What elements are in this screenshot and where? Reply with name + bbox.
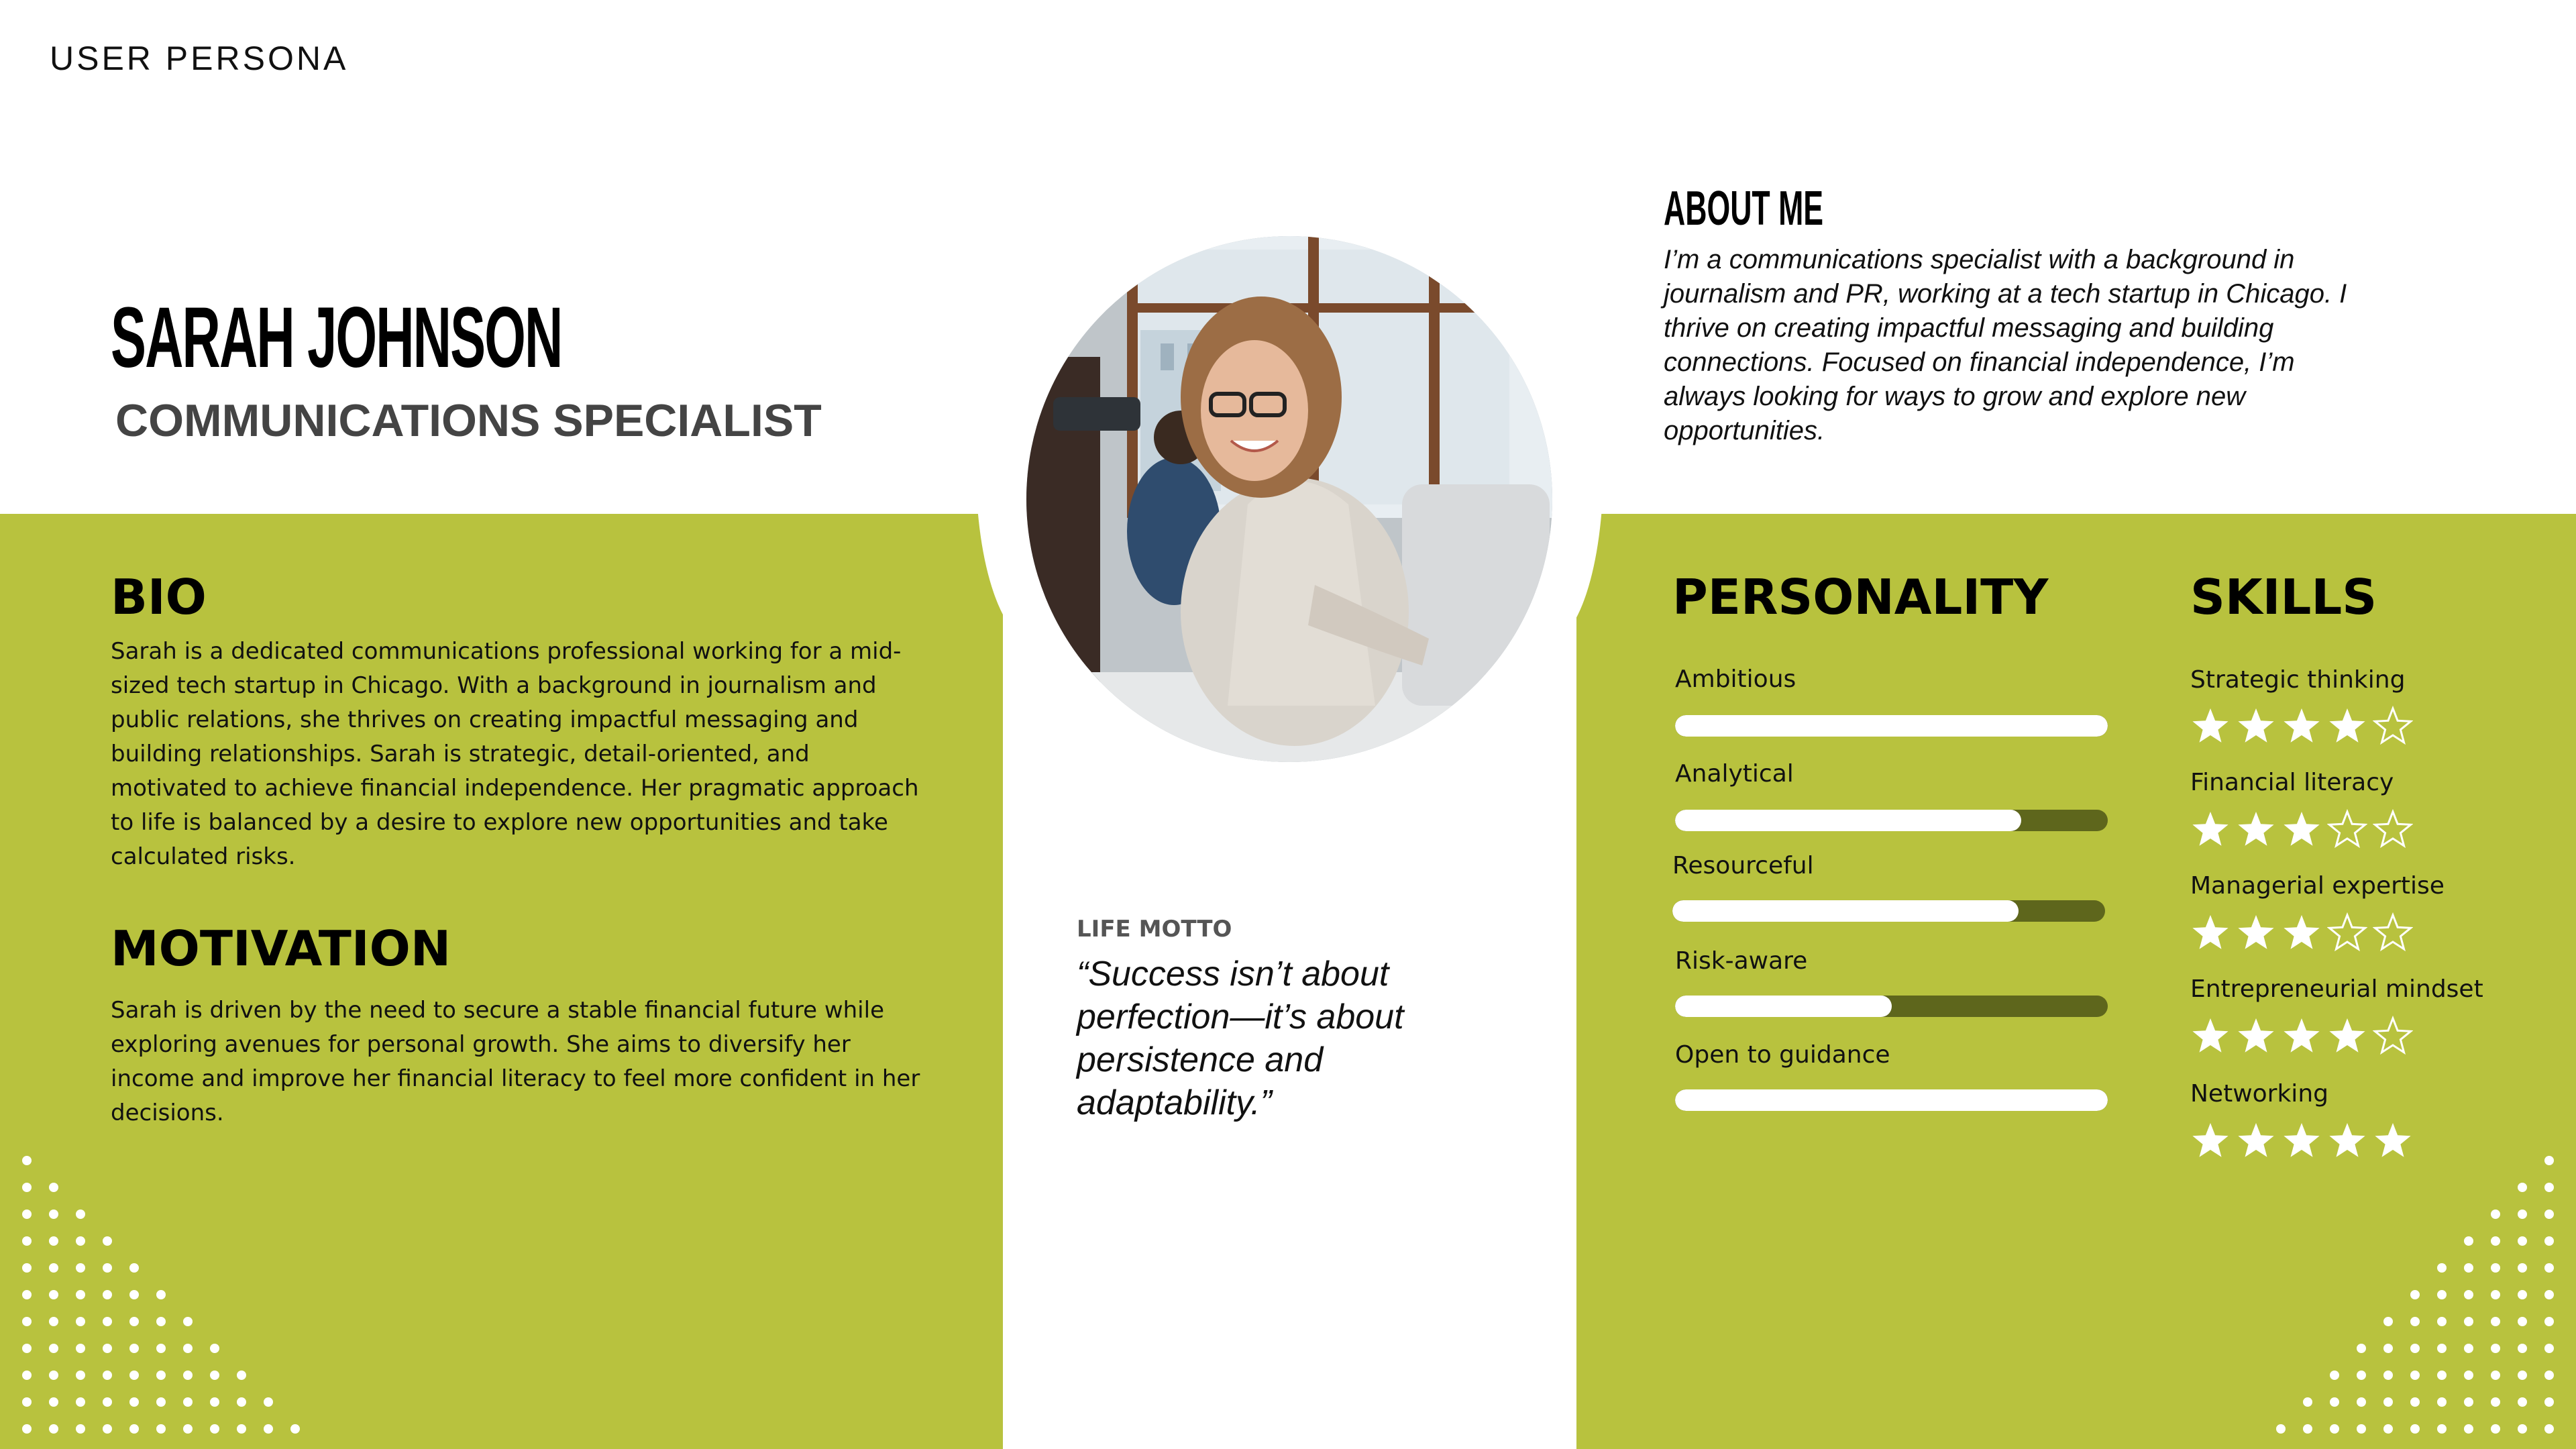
star-empty-icon bbox=[2327, 912, 2367, 953]
decorative-dot bbox=[156, 1424, 166, 1434]
decorative-dot bbox=[76, 1263, 85, 1273]
decorative-dot bbox=[2491, 1290, 2500, 1299]
decorative-dot bbox=[264, 1424, 273, 1434]
decorative-dot bbox=[22, 1344, 32, 1353]
decorative-dot bbox=[49, 1183, 58, 1192]
decorative-dot bbox=[2357, 1344, 2366, 1353]
persona-name: SARAH JOHNSON bbox=[111, 290, 562, 386]
decorative-dot bbox=[2383, 1424, 2393, 1434]
decorative-dot bbox=[2518, 1424, 2527, 1434]
decorative-dot bbox=[2464, 1290, 2473, 1299]
decorative-dot bbox=[2357, 1397, 2366, 1407]
trait-bar bbox=[1672, 900, 2105, 922]
decorative-dot bbox=[2276, 1424, 2286, 1434]
persona-role: COMMUNICATIONS SPECIALIST bbox=[115, 395, 822, 446]
decorative-dot bbox=[22, 1290, 32, 1299]
decorative-dot bbox=[129, 1397, 139, 1407]
decorative-dot bbox=[2437, 1397, 2447, 1407]
decorative-dot bbox=[2410, 1371, 2420, 1380]
trait-bar bbox=[1675, 810, 2108, 831]
decorative-dot bbox=[129, 1344, 139, 1353]
decorative-dot bbox=[49, 1236, 58, 1246]
decorative-dot bbox=[2464, 1371, 2473, 1380]
decorative-dot bbox=[2518, 1344, 2527, 1353]
trait-bar-fill bbox=[1675, 996, 1892, 1017]
decorative-dot bbox=[22, 1371, 32, 1380]
decorative-dot bbox=[237, 1371, 246, 1380]
decorative-dot bbox=[2491, 1210, 2500, 1219]
decorative-dot bbox=[290, 1424, 300, 1434]
decorative-dot bbox=[2491, 1236, 2500, 1246]
decorative-dot bbox=[210, 1397, 219, 1407]
decorative-dot bbox=[2544, 1263, 2554, 1273]
star-filled-icon bbox=[2282, 912, 2322, 953]
skill-label: Strategic thinking bbox=[2190, 666, 2406, 694]
about-text: I’m a communications specialist with a background in journalism and PR, working at a tech startup in Chicago. I thrive on creating impactful messaging and building connections. Focused on financial independence, I’m always looking for ways to grow and explore new opportunities. bbox=[1664, 245, 2347, 445]
star-filled-icon bbox=[2327, 706, 2367, 746]
decorative-dot bbox=[22, 1236, 32, 1246]
star-filled-icon bbox=[2190, 809, 2231, 849]
star-filled-icon bbox=[2190, 1016, 2231, 1056]
decorative-dot bbox=[49, 1397, 58, 1407]
decorative-dot bbox=[22, 1424, 32, 1434]
star-filled-icon bbox=[2236, 706, 2276, 746]
decorative-dot bbox=[2491, 1424, 2500, 1434]
star-empty-icon bbox=[2373, 1016, 2413, 1056]
trait-label: Risk-aware bbox=[1675, 947, 1808, 975]
decorative-dot bbox=[156, 1317, 166, 1326]
skill-label: Financial literacy bbox=[2190, 769, 2394, 796]
decorative-dot bbox=[183, 1424, 193, 1434]
trait-bar-fill bbox=[1675, 1089, 2108, 1111]
decorative-dot bbox=[2518, 1263, 2527, 1273]
decorative-dot bbox=[210, 1344, 219, 1353]
decorative-dot bbox=[2491, 1263, 2500, 1273]
star-empty-icon bbox=[2373, 706, 2413, 746]
decorative-dot bbox=[2544, 1236, 2554, 1246]
decorative-dot bbox=[2464, 1236, 2473, 1246]
trait-bar-fill bbox=[1672, 900, 2019, 922]
decorative-dot bbox=[237, 1424, 246, 1434]
decorative-dot bbox=[2410, 1344, 2420, 1353]
trait-label: Open to guidance bbox=[1675, 1041, 1890, 1069]
skill-rating bbox=[2190, 706, 2413, 746]
decorative-dot bbox=[103, 1424, 112, 1434]
decorative-dot bbox=[210, 1371, 219, 1380]
personality-title: PERSONALITY bbox=[1672, 569, 2049, 625]
decorative-dot bbox=[156, 1397, 166, 1407]
decorative-dot bbox=[2464, 1424, 2473, 1434]
skill-rating bbox=[2190, 912, 2413, 953]
decorative-dot bbox=[2437, 1371, 2447, 1380]
star-empty-icon bbox=[2373, 912, 2413, 953]
decorative-dot bbox=[2518, 1397, 2527, 1407]
decorative-dot bbox=[76, 1317, 85, 1326]
skill-rating bbox=[2190, 1120, 2413, 1161]
star-filled-icon bbox=[2282, 1016, 2322, 1056]
decorative-dot bbox=[2544, 1210, 2554, 1219]
persona-photo bbox=[1026, 236, 1552, 762]
trait-bar-fill bbox=[1675, 715, 2108, 737]
decorative-dot bbox=[103, 1397, 112, 1407]
star-filled-icon bbox=[2236, 1120, 2276, 1161]
star-empty-icon bbox=[2373, 809, 2413, 849]
decorative-dot bbox=[103, 1236, 112, 1246]
decorative-dot bbox=[103, 1317, 112, 1326]
decorative-dot bbox=[2437, 1317, 2447, 1326]
decorative-dot bbox=[103, 1344, 112, 1353]
decorative-dot bbox=[103, 1290, 112, 1299]
star-empty-icon bbox=[2327, 809, 2367, 849]
decorative-dot bbox=[2491, 1317, 2500, 1326]
star-filled-icon bbox=[2373, 1120, 2413, 1161]
decorative-dot bbox=[76, 1371, 85, 1380]
decorative-dot bbox=[2544, 1156, 2554, 1165]
decorative-dot bbox=[76, 1210, 85, 1219]
decorative-dot bbox=[2544, 1183, 2554, 1192]
decorative-dot bbox=[49, 1290, 58, 1299]
decorative-dot bbox=[2410, 1290, 2420, 1299]
skill-label: Managerial expertise bbox=[2190, 872, 2445, 900]
star-filled-icon bbox=[2236, 809, 2276, 849]
decorative-dot bbox=[210, 1424, 219, 1434]
decorative-dot bbox=[129, 1424, 139, 1434]
decorative-dot bbox=[183, 1371, 193, 1380]
skill-label: Entrepreneurial mindset bbox=[2190, 975, 2483, 1003]
decorative-dot bbox=[2383, 1344, 2393, 1353]
decorative-dot bbox=[2518, 1371, 2527, 1380]
decorative-dot bbox=[2464, 1263, 2473, 1273]
decorative-dot bbox=[22, 1183, 32, 1192]
decorative-dot bbox=[156, 1344, 166, 1353]
decorative-dot bbox=[49, 1344, 58, 1353]
decorative-dot bbox=[2437, 1424, 2447, 1434]
decorative-dot bbox=[237, 1397, 246, 1407]
star-filled-icon bbox=[2190, 1120, 2231, 1161]
decorative-dot bbox=[2383, 1317, 2393, 1326]
decorative-dot bbox=[2437, 1263, 2447, 1273]
decorative-dot bbox=[2518, 1210, 2527, 1219]
trait-bar-fill bbox=[1675, 810, 2021, 831]
bio-title: BIO bbox=[111, 569, 207, 625]
decorative-dot bbox=[2383, 1371, 2393, 1380]
about-title: ABOUT ME bbox=[1664, 182, 1824, 235]
star-filled-icon bbox=[2236, 912, 2276, 953]
decorative-dot bbox=[49, 1210, 58, 1219]
star-filled-icon bbox=[2327, 1120, 2367, 1161]
decorative-dot bbox=[2518, 1236, 2527, 1246]
decorative-dot bbox=[183, 1344, 193, 1353]
decorative-dot bbox=[103, 1371, 112, 1380]
decorative-dot bbox=[2303, 1424, 2312, 1434]
decorative-dot bbox=[2330, 1397, 2339, 1407]
decorative-dot bbox=[183, 1317, 193, 1326]
decorative-dot bbox=[22, 1317, 32, 1326]
decorative-dot bbox=[76, 1397, 85, 1407]
skill-label: Networking bbox=[2190, 1080, 2328, 1108]
decorative-dot bbox=[183, 1397, 193, 1407]
decorative-dot bbox=[129, 1317, 139, 1326]
decorative-dot bbox=[2544, 1344, 2554, 1353]
decorative-dot bbox=[2491, 1344, 2500, 1353]
decorative-dot bbox=[103, 1263, 112, 1273]
decorative-dot bbox=[49, 1371, 58, 1380]
decorative-dot bbox=[129, 1290, 139, 1299]
motivation-title: MOTIVATION bbox=[111, 920, 451, 977]
trait-bar bbox=[1675, 1089, 2108, 1111]
decorative-dot bbox=[264, 1397, 273, 1407]
decorative-dot bbox=[2437, 1344, 2447, 1353]
decorative-dot bbox=[156, 1290, 166, 1299]
decorative-dot bbox=[49, 1263, 58, 1273]
decorative-dot bbox=[2518, 1290, 2527, 1299]
decorative-dot bbox=[129, 1263, 139, 1273]
decorative-dot bbox=[2544, 1397, 2554, 1407]
decorative-dot bbox=[2330, 1424, 2339, 1434]
skills-title: SKILLS bbox=[2190, 569, 2377, 625]
header-label: USER PERSONA bbox=[50, 40, 349, 77]
star-filled-icon bbox=[2190, 912, 2231, 953]
decorative-dot bbox=[76, 1236, 85, 1246]
decorative-dot bbox=[2491, 1397, 2500, 1407]
decorative-dot bbox=[2410, 1397, 2420, 1407]
skill-rating bbox=[2190, 809, 2413, 849]
decorative-dot bbox=[22, 1397, 32, 1407]
decorative-dot bbox=[76, 1344, 85, 1353]
skill-rating bbox=[2190, 1016, 2413, 1056]
decorative-dot bbox=[76, 1290, 85, 1299]
decorative-dot bbox=[2544, 1290, 2554, 1299]
motto-label: LIFE MOTTO bbox=[1077, 916, 1232, 943]
trait-label: Resourceful bbox=[1672, 852, 1814, 879]
decorative-dot bbox=[22, 1156, 32, 1165]
decorative-dot bbox=[2357, 1371, 2366, 1380]
decorative-dot bbox=[22, 1263, 32, 1273]
decorative-dot bbox=[2544, 1371, 2554, 1380]
star-filled-icon bbox=[2190, 706, 2231, 746]
decorative-dot bbox=[2518, 1317, 2527, 1326]
decorative-dot bbox=[76, 1424, 85, 1434]
star-filled-icon bbox=[2282, 1120, 2322, 1161]
star-filled-icon bbox=[2282, 706, 2322, 746]
trait-label: Ambitious bbox=[1675, 665, 1796, 693]
star-filled-icon bbox=[2327, 1016, 2367, 1056]
trait-bar bbox=[1675, 996, 2108, 1017]
decorative-dot bbox=[2437, 1290, 2447, 1299]
bio-text: Sarah is a dedicated communications professional working for a mid-sized tech startup in Chicago. With a background in journalism and public relations, she thrives on creating impactful messaging and building relationships. Sarah is strategic, detail-oriented, and motivated to achieve financial independence. Her pragmatic approach to life is balanced by a desire to explore new opportunities and take calculated risks. bbox=[111, 638, 919, 870]
decorative-dot bbox=[2544, 1424, 2554, 1434]
trait-bar bbox=[1675, 715, 2108, 737]
decorative-dot bbox=[129, 1371, 139, 1380]
trait-label: Analytical bbox=[1675, 760, 1794, 788]
motto-text: “Success isn’t about perfection—it’s about persistence and adaptability.” bbox=[1077, 955, 1404, 1122]
decorative-dot bbox=[2410, 1317, 2420, 1326]
decorative-dot bbox=[2491, 1371, 2500, 1380]
decorative-dot bbox=[2464, 1344, 2473, 1353]
star-filled-icon bbox=[2282, 809, 2322, 849]
decorative-dot bbox=[2464, 1317, 2473, 1326]
decorative-dot bbox=[2410, 1424, 2420, 1434]
decorative-dot bbox=[2518, 1183, 2527, 1192]
decorative-dot bbox=[2383, 1397, 2393, 1407]
decorative-dot bbox=[2303, 1397, 2312, 1407]
decorative-dot bbox=[22, 1210, 32, 1219]
star-filled-icon bbox=[2236, 1016, 2276, 1056]
decorative-dot bbox=[2544, 1317, 2554, 1326]
decorative-dot bbox=[2357, 1424, 2366, 1434]
motivation-text: Sarah is driven by the need to secure a stable financial future while exploring avenues for personal growth. She aims to diversify her income and improve her financial literacy to feel more confident in her decisions. bbox=[111, 997, 920, 1126]
decorative-dot bbox=[49, 1424, 58, 1434]
decorative-dot bbox=[2464, 1397, 2473, 1407]
decorative-dot bbox=[2330, 1371, 2339, 1380]
decorative-dot bbox=[49, 1317, 58, 1326]
decorative-dot bbox=[156, 1371, 166, 1380]
